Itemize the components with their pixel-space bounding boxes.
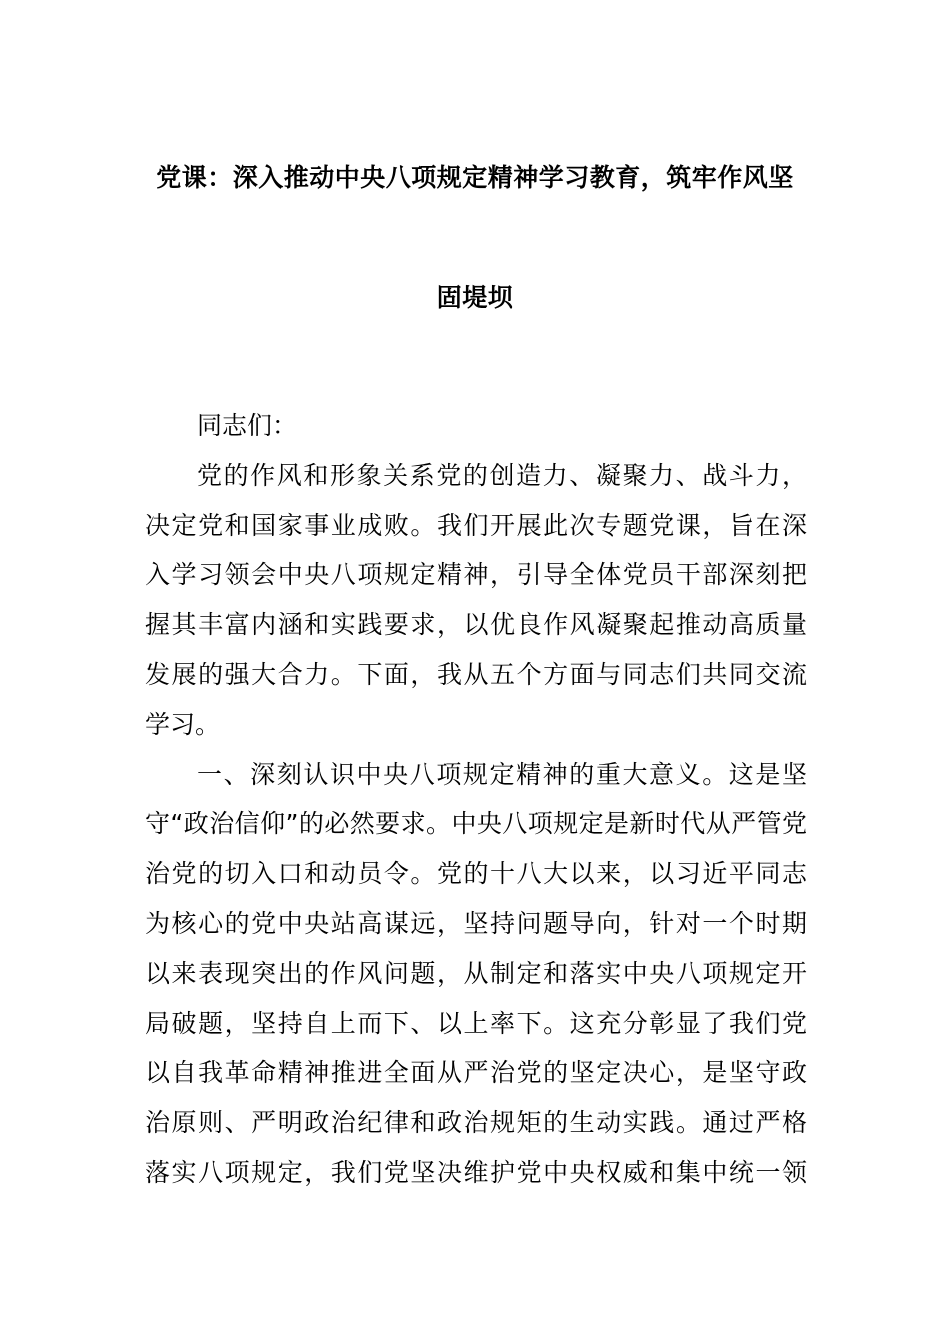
paragraph-1	[145, 451, 807, 750]
paragraph-2-line: 局破题，坚持自上而下、以上率下。这充分彰显了我们党	[145, 1008, 807, 1038]
paragraph-2-line: 守“政治信仰”的必然要求。中央八项规定是新时代从严管党	[145, 809, 807, 839]
paragraph-2-line: 一、深刻认识中央八项规定精神的重大意义。这是坚	[197, 759, 807, 789]
paragraph-1-line: 决定党和国家事业成败。我们开展此次专题党课，旨在深	[145, 510, 807, 540]
paragraph-2-line: 以自我革命精神推进全面从严治党的坚定决心，是坚守政	[145, 1058, 807, 1088]
document-title-line-1: 党课：深入推动中央八项规定精神学习教育，筑牢作风坚	[156, 163, 794, 192]
paragraph-2-line: 落实八项规定，我们党坚决维护党中央权威和集中统一领	[145, 1157, 807, 1187]
paragraph-1-line: 握其丰富内涵和实践要求，以优良作风凝聚起推动高质量	[145, 610, 807, 640]
paragraph-2-line: 治党的切入口和动员令。党的十八大以来，以习近平同志	[145, 859, 807, 889]
paragraph-1-line: 入学习领会中央八项规定精神，引导全体党员干部深刻把	[145, 560, 807, 590]
paragraph-2-line: 为核心的党中央站高谋远，坚持问题导向，针对一个时期	[145, 908, 807, 938]
paragraph-2	[145, 750, 807, 1198]
paragraph-1-line: 学习。	[145, 709, 221, 739]
paragraph-2-line: 以来表现突出的作风问题，从制定和落实中央八项规定开	[145, 958, 807, 988]
greeting: 同志们：	[197, 411, 298, 440]
document-body	[145, 401, 807, 1198]
paragraph-1-line: 发展的强大合力。下面，我从五个方面与同志们共同交流	[145, 659, 807, 689]
paragraph-1-line: 党的作风和形象关系党的创造力、凝聚力、战斗力，	[197, 460, 807, 490]
paragraph-2-line: 治原则、严明政治纪律和政治规矩的生动实践。通过严格	[145, 1108, 807, 1138]
document-title-line-2: 固堤坝	[436, 283, 514, 312]
